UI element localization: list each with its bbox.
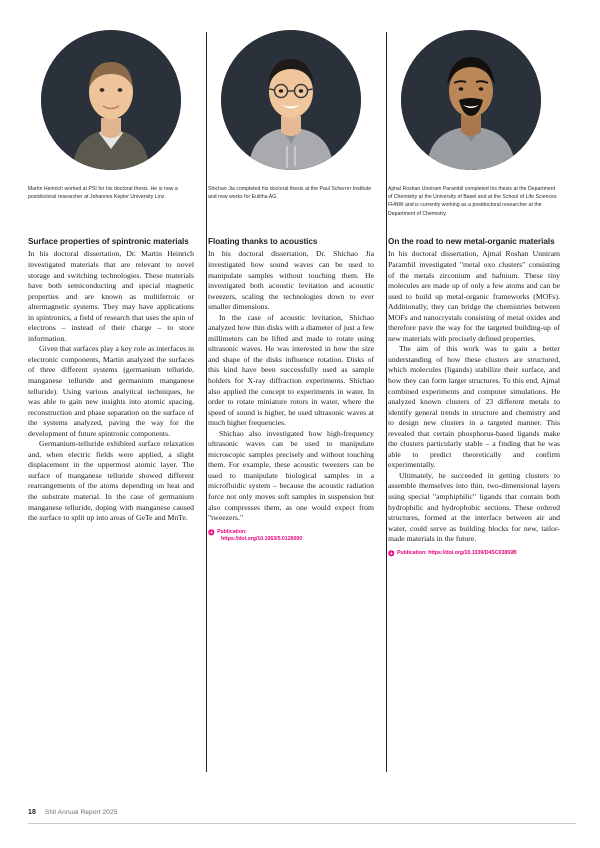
portrait-wrap-1 [28, 30, 194, 182]
footer-page-number: 18 [28, 809, 36, 816]
article-body-1 [28, 249, 194, 523]
paragraph: In his doctoral dissertation, Dr. Shichao Jia investigated how sound waves can be used to manipulate samples without touching them. He investigated both acoustic levitation and acoustic tweezers, scaling the technologies down to ever smaller dimensions. [208, 249, 374, 312]
footer-divider [28, 823, 576, 824]
paragraph: In his doctoral dissertation, Ajmal Roshan Unniram Parambil investigated "metal oxo clusters" consisting of the metals zirconium and hafnium. These tiny molecules are made up of only a few atoms and can be used to build up metal-organic frameworks (MOFs). Additionally, they can bridge the chemistries between MOFs and nanocrystals consisting of metal oxides and therefore pave the way for the targeted building-up of new materials with precisely defined properties. [388, 249, 560, 343]
portrait-wrap-2 [208, 30, 374, 182]
article-headline-3: On the road to new metal-organic materials [388, 237, 555, 246]
publication-link-2[interactable] [208, 529, 374, 544]
paragraph: The aim of this work was to gain a better understanding of how these clusters are structured, which molecules (ligands) stabilize their surface, and how they can form larger structures. To this end, Ajmal combined experiments and computer simulations. He analyzed known clusters of 23 different metals to identify general trends in structure and chemistry and to design new clusters in a targeted manner. This revealed that certain phosphorus-based ligands make the clusters particularly stable – a finding that he was able to predict theoretically and confirm experimentally. [388, 344, 560, 470]
paragraph: Shichao also investigated how high-frequency ultrasonic waves can be used to manipulate microscopic samples precisely and without touching them. For example, these acoustic tweezers can be used to manipulate biological samples in a microfluidic system – because the acoustic radiation force not only moves soft samples in suspension but also compresses them, as one would expect from "tweezers." [208, 428, 374, 523]
footer-publication-name: SNI Annual Report 2025 [44, 809, 118, 816]
page-footer [28, 809, 576, 824]
paragraph: In his doctoral dissertation, Dr. Martin Heinrich investigated materials that are relevant to novel storage and switching technologies. These materials have both semiconducting and special magnetic properties and are known as multiferroic or altermagnetic systems. They may have applications in spintronics, a field of research that uses the spin of electrons – instead of their charge – to store information. [28, 249, 194, 343]
publication-doi[interactable]: https://doi.org/10.1063/5.0126000 [221, 536, 303, 543]
portrait-photo-3 [401, 30, 541, 170]
publication-link-3[interactable] [388, 550, 560, 558]
article-columns [28, 30, 576, 557]
plus-circle-icon [388, 550, 395, 557]
article-column-3 [388, 30, 560, 557]
article-body-3 [388, 249, 560, 544]
portrait-wrap-3 [388, 30, 554, 182]
portrait-caption-3: Ajmal Roshan Unniram Parambil completed his thesis at the Department of Chemistry at the University of Basel and at the School of Life Sciences FHNW and is currently working as a postdoctoral researcher at the Department of Chemistry. [388, 186, 557, 217]
article-headline-1: Surface properties of spintronic materials [28, 237, 189, 246]
portrait-caption-1: Martin Heinrich worked at PSI for his doctoral thesis. He is now a postdoctoral researcher at Johannes Kepler University Linz. [28, 186, 178, 201]
paragraph: In the case of acoustic levitation, Shichao analyzed how thin disks with a diameter of just a few millimeters can be lifted and made to rotate using ultrasonic waves. He was interested in how the size and shape of the disks influence rotation. Disks of this kind have been successfully used as sample holders for X-ray diffraction experiments. Shichao also applied the concept to experiments in water. In order to rotate miniature rotors in water, where the speed of sound is higher, he used ultrasonic waves at much higher frequencies. [208, 312, 374, 428]
article-headline-2: Floating thanks to acoustics [208, 237, 318, 246]
plus-circle-icon [208, 529, 215, 536]
article-body-2 [208, 249, 374, 523]
paragraph: Given that surfaces play a key role as interfaces in electronic components, Martin analyzed the surfaces of three different systems (germanium telluride, manganese telluride and germanium manganese telluride). Using various analytical techniques, he was able to gain new insights into atomic spacing, reconstruction and phase separation on the surface of the systems analyzed, paving the way for the development of future spintronic components. [28, 344, 194, 438]
portrait-photo-1 [41, 30, 181, 170]
portrait-caption-2: Shichao Jia completed his doctoral thesis at the Paul Scherrer Institute and now works for Eulitha AG. [208, 186, 372, 201]
article-column-2 [208, 30, 374, 557]
paragraph: Ultimately, he succeeded in getting clusters to assemble themselves into thin, two-dimensional layers using special "amphiphilic" ligands that contain both hydrophilic and hydrophobic sections. These ordered structures, formed at the interface between air and water, could serve as building blocks for new, tailor-made materials in the future. [388, 470, 560, 544]
article-column-1 [28, 30, 194, 557]
paragraph: Germanium-telluride exhibited surface relaxation and, when electric fields were applied, a slight displacement in the uppermost atomic layer. The surface of manganese telluride showed different rearrangements of the atoms depending on heat and the substrate material. In the case of germanium manganese telluride, doping with manganese caused the surface to split up into areas of GeTe and MnTe. [28, 439, 194, 523]
publication-doi[interactable]: https://doi.org/10.1039/D4SC03859B [428, 549, 517, 556]
publication-label: Publication: [397, 549, 427, 556]
publication-label: Publication: [217, 528, 247, 535]
portrait-photo-2 [221, 30, 361, 170]
